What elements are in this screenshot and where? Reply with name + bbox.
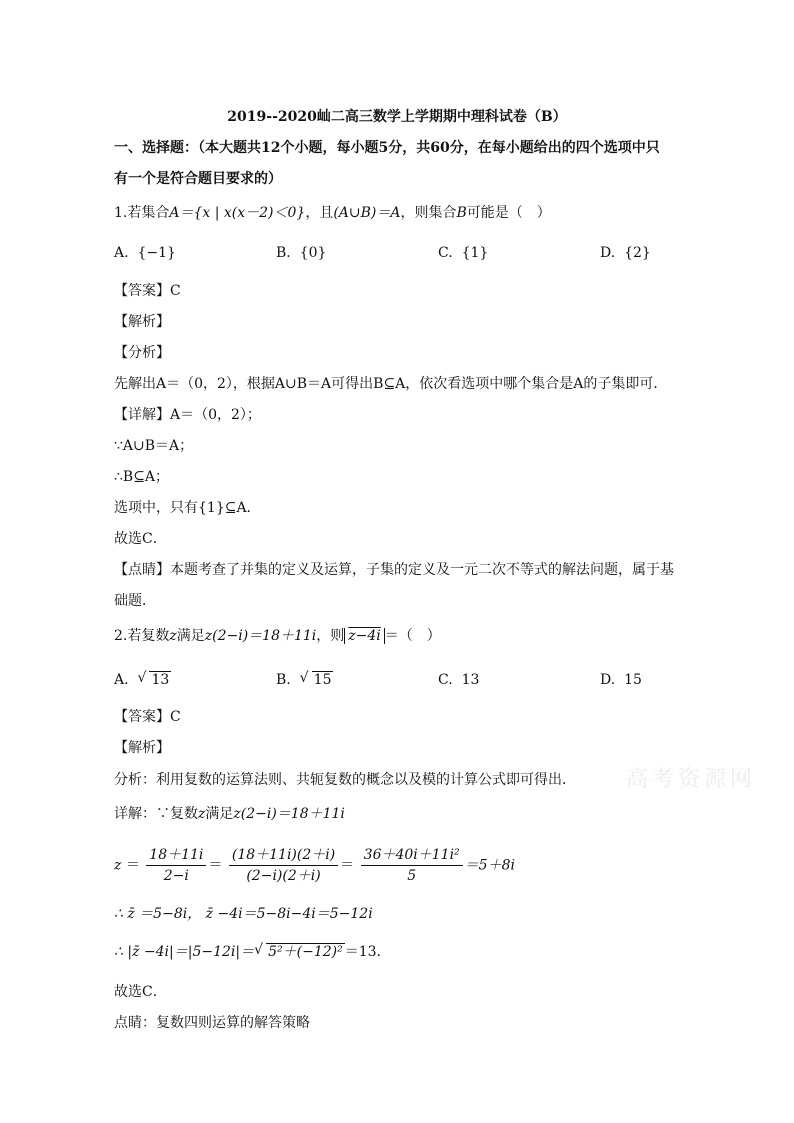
- q2-abs-expr: z−4i: [344, 628, 385, 644]
- exam-title: 2019--2020屾二高三数学上学期期中理科试卷（B）: [227, 109, 567, 125]
- q1-option-a-value: {−1}: [137, 245, 176, 261]
- q2-conj-line-b: z̄ −4i＝5−8i−4i＝5−12i: [205, 906, 373, 922]
- sqrt-icon: √: [299, 670, 309, 686]
- q1-option-d-label: D.: [600, 245, 616, 261]
- q2-fraction-1-den: 2−i: [163, 868, 189, 884]
- watermark-text: 高考资源网: [626, 767, 757, 792]
- q2-stem-prefix: 2.若复数: [114, 628, 170, 644]
- q2-frac-z: z: [114, 857, 122, 874]
- q2-option-a-label: A.: [114, 672, 129, 688]
- q2-mod-line-a: ∴ |z̄ −4i|＝|5−12i|＝: [114, 944, 255, 960]
- q2-option-d-value: 15: [624, 672, 642, 688]
- q2-option-d-label: D.: [600, 672, 616, 688]
- q2-option-b-value: 15: [313, 672, 332, 688]
- q1-answer: 【答案】C: [114, 283, 181, 299]
- q2-option-a-value: 13: [151, 672, 170, 688]
- q2-fraction-2-den: (2−i)(2＋i): [246, 868, 321, 884]
- q1-option-c: [438, 244, 488, 262]
- q2-fraction-3-num: 36＋40i＋11i²: [361, 846, 463, 866]
- q1-comment-1: 【点睛】本题考查了并集的定义及运算，子集的定义及一元二次不等式的解法问题，属于基: [114, 562, 674, 578]
- sqrt-icon: √: [254, 942, 264, 958]
- q1-fenxi-text: 先解出A＝（0，2），根据A∪B＝A可得出B⊆A，依次看选项中哪个集合是A的子集即可．: [114, 376, 668, 392]
- q1-detail-2: ∵A∪B＝A；: [114, 438, 194, 454]
- q1-option-b: [276, 244, 326, 262]
- q1-option-c-value: {1}: [461, 245, 489, 261]
- q2-mod-line: [114, 943, 391, 961]
- q2-equation: z(2−i)＝18＋11i: [204, 628, 317, 644]
- q2-fraction-2: [229, 846, 338, 885]
- q2-detail-prefix: 详解：: [114, 806, 156, 822]
- q1-fenxi-heading: 【分析】: [114, 345, 170, 361]
- q1-set-b: B: [456, 205, 467, 221]
- section-heading-line1: 一、选择题：（本大题共12个小题，每小题5分，共60分，在每小题给出的四个选项中只: [114, 140, 660, 156]
- q2-fraction-3-den: 5: [407, 868, 417, 884]
- q2-detail-eq: z(2−i)＝18＋11i: [233, 806, 345, 822]
- q2-conclusion: 故选C．: [114, 984, 167, 1000]
- q1-union-expr: (A∪B)＝A: [333, 205, 401, 221]
- q2-fraction-line: z ＝ $\frac{18+11i}{2-i}$ ＝ $\frac{(18+11i)(2+i)}{(2-i)(2+i)}$ ＝ $\frac{\text{36＋40i＋11i²}}{5}$ ＝5＋8i: [114, 847, 515, 884]
- q2-conj-line: [114, 905, 373, 923]
- q2-mod-line-rad: 5²＋(−12)²: [268, 944, 343, 960]
- q2-conj-line-a: ∴ z̄ ＝5−8i，: [114, 906, 202, 922]
- q2-option-b-sqrt: [300, 671, 334, 689]
- q2-option-b: [276, 671, 333, 689]
- q2-detail-satisfy: 满足: [205, 806, 234, 822]
- q1-option-b-value: {0}: [299, 245, 327, 261]
- q2-fenxi-text: 分析：利用复数的运算法则、共轭复数的概念以及模的计算公式即可得出．: [114, 772, 576, 788]
- q2-result: ＝5＋8i: [464, 857, 515, 874]
- q2-option-a-sqrt: [137, 671, 171, 689]
- q1-stem-mid2: ，则集合: [400, 205, 457, 221]
- q2-mod-line-b: ＝13．: [344, 944, 391, 960]
- q1-set-expr: A＝{x | x(x－2)＜0}: [169, 205, 306, 221]
- q1-detail-5: 故选C．: [114, 531, 167, 547]
- q2-option-c: [438, 671, 479, 689]
- q2-stem: [114, 627, 441, 645]
- q1-option-b-label: B.: [276, 245, 291, 261]
- q1-option-d: [600, 244, 651, 262]
- q2-fraction-3: [361, 846, 463, 885]
- q2-comment: 点睛：复数四则运算的解答策略: [114, 1015, 310, 1031]
- q2-mod-sqrt: [254, 943, 345, 961]
- q1-detail-4: 选项中，只有{1}⊆A．: [114, 500, 261, 516]
- q2-stem-mid: 满足: [176, 628, 205, 644]
- q2-analysis-heading: 【解析】: [114, 740, 170, 756]
- q1-stem-mid: ，且: [305, 205, 334, 221]
- section-heading-line2: 有一个是符合题目要求的）: [114, 171, 282, 187]
- q1-option-a: [114, 244, 176, 262]
- q1-detail-1: 【详解】A＝（0，2）；: [114, 407, 261, 423]
- q2-stem-suffix: ＝（ ）: [384, 628, 441, 644]
- q2-answer: 【答案】C: [114, 709, 181, 725]
- q1-option-d-value: {2}: [624, 245, 651, 261]
- q1-detail-3: ∴B⊆A；: [114, 469, 170, 485]
- q2-fraction-1: [146, 846, 206, 885]
- q2-detail-line: [114, 805, 345, 823]
- q2-option-b-label: B.: [276, 672, 291, 688]
- q1-option-c-label: C.: [438, 245, 453, 261]
- q1-analysis-heading: 【解析】: [114, 314, 170, 330]
- q2-fraction-1-num: 18＋11i: [146, 846, 206, 866]
- q2-z: z: [169, 628, 177, 644]
- q1-stem: [114, 204, 551, 222]
- q1-stem-suffix: 可能是（ ）: [466, 205, 551, 221]
- q2-option-d: [600, 671, 642, 689]
- q2-stem-mid2: ，则: [316, 628, 345, 644]
- sqrt-icon: √: [137, 670, 147, 686]
- q1-comment-2: 础题．: [114, 593, 156, 609]
- q2-detail-because: ∵复数: [156, 806, 198, 822]
- q1-option-a-label: A.: [114, 245, 129, 261]
- q2-option-c-label: C.: [438, 672, 453, 688]
- q2-fraction-2-num: (18＋11i)(2＋i): [229, 846, 338, 866]
- q2-option-c-value: 13: [461, 672, 480, 688]
- q2-option-a: [114, 671, 171, 689]
- q2-detail-z: z: [198, 806, 206, 822]
- q1-stem-prefix: 1.若集合: [114, 205, 170, 221]
